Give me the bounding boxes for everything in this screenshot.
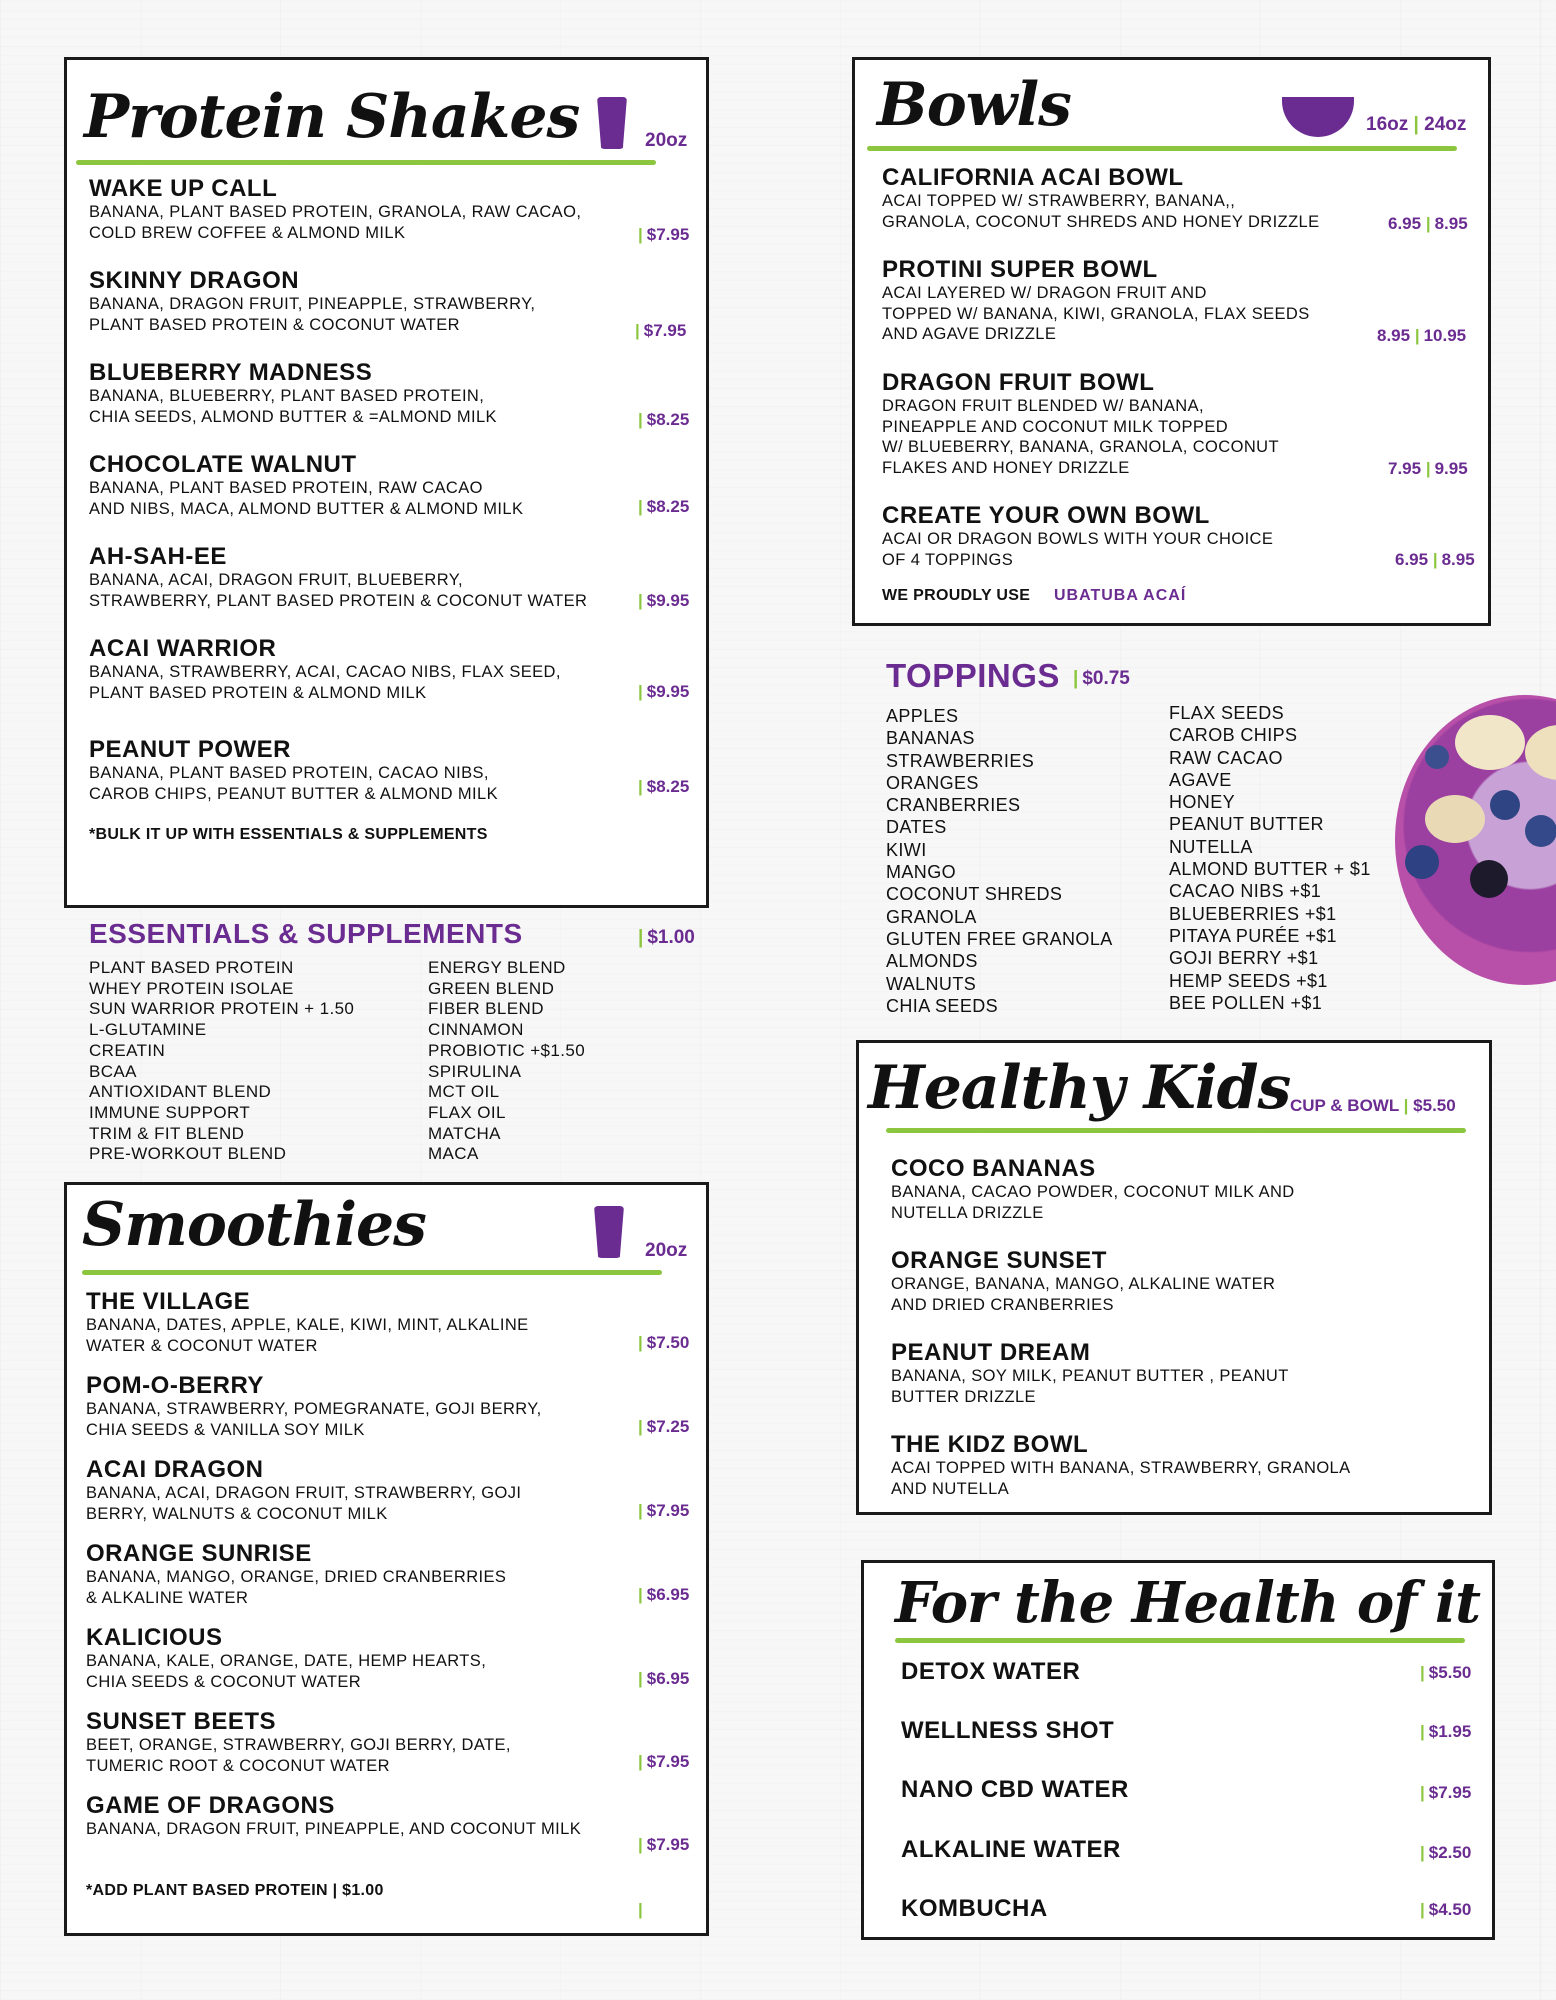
topping-item: ORANGES: [886, 772, 979, 793]
topping-item: CRANBERRIES: [886, 795, 1021, 816]
item-price: | $9.95: [638, 591, 690, 610]
proudly-use-note: WE PROUDLY USE: [882, 587, 1031, 604]
essential-item: BCAA: [89, 1061, 137, 1081]
item-name: CALIFORNIA ACAI BOWL: [882, 164, 1184, 191]
topping-item: FLAX SEEDS: [1169, 703, 1285, 723]
item-name: WAKE UP CALL: [89, 175, 278, 202]
topping-item: BEE POLLEN +$1: [1169, 992, 1323, 1013]
toppings-col-1: [886, 705, 1113, 1017]
item-price: | $5.50: [1420, 1663, 1472, 1682]
item-desc: BANANA, SOY MILK, PEANUT BUTTER , PEANUT BUTTER DRIZZLE: [891, 1367, 1289, 1406]
essential-item: PRE-WORKOUT BLEND: [89, 1144, 287, 1164]
menu-item: [89, 737, 498, 804]
item-name: SUNSET BEETS: [86, 1708, 277, 1735]
item-name: AH-SAH-EE: [89, 543, 227, 570]
essential-item: CINNAMON: [428, 1020, 524, 1040]
topping-item: RAW CACAO: [1169, 747, 1283, 768]
green-underline: [886, 1128, 1466, 1133]
item-desc: BANANA, KALE, ORANGE, DATE, HEMP HEARTS, CHIA SEEDS & COCONUT WATER: [86, 1652, 487, 1691]
item-price: | $8.25: [638, 777, 690, 796]
healthy-kids-title: Healthy Kids: [868, 1053, 1291, 1123]
item-price: 6.95 | 8.95: [1388, 214, 1468, 233]
banana-slice: [1455, 715, 1525, 770]
item-desc: DRAGON FRUIT BLENDED W/ BANANA, PINEAPPLE AND COCONUT MILK TOPPED W/ BLUEBERRY, BANANA, GRANOLA, COCONUT FLAKES AND HONEY DRIZZLE: [882, 397, 1279, 477]
essential-item: WHEY PROTEIN ISOLAE: [89, 978, 294, 998]
menu-item: [89, 544, 587, 611]
menu-item: [882, 165, 1320, 232]
essentials-col-1: [89, 958, 354, 1165]
blueberry: [1425, 745, 1449, 769]
toppings-col-2: [1169, 702, 1371, 1014]
acai-bowl-photo: [1395, 695, 1556, 985]
item-name: ORANGE SUNRISE: [86, 1540, 312, 1567]
item-desc: ACAI LAYERED W/ DRAGON FRUIT AND TOPPED W/ BANANA, KIWI, GRANOLA, FLAX SEEDS AND AGAVE DRIZZLE: [882, 284, 1310, 343]
essential-item: L-GLUTAMINE: [89, 1020, 207, 1040]
essentials-title: ESSENTIALS & SUPPLEMENTS: [89, 918, 523, 949]
item-price: 7.95 | 9.95: [1388, 459, 1468, 478]
topping-item: COCONUT SHREDS: [886, 884, 1063, 905]
menu-item: [891, 1156, 1295, 1223]
essential-item: TRIM & FIT BLEND: [89, 1123, 245, 1143]
item-name: THE VILLAGE: [86, 1288, 251, 1315]
item-name: KALICIOUS: [86, 1624, 223, 1651]
menu-item: [89, 636, 561, 703]
topping-item: ALMONDS: [886, 951, 978, 972]
protein-size: 20oz: [645, 130, 688, 151]
menu-item: [86, 1793, 581, 1840]
item-price: | $7.95: [638, 1752, 690, 1771]
kids-size: CUP & BOWL | $5.50: [1290, 1096, 1456, 1115]
menu-item: [86, 1457, 521, 1524]
essential-item: SUN WARRIOR PROTEIN + 1.50: [89, 999, 355, 1019]
topping-item: STRAWBERRIES: [886, 750, 1035, 771]
item-desc: ACAI TOPPED WITH BANANA, STRAWBERRY, GRANOLA AND NUTELLA: [891, 1459, 1351, 1498]
item-name: GAME OF DRAGONS: [86, 1792, 335, 1819]
smoothies-title: Smoothies: [82, 1190, 426, 1260]
item-price: | $9.95: [638, 682, 690, 701]
bowls-title: Bowls: [877, 70, 1071, 140]
item-desc: BANANA, PLANT BASED PROTEIN, CACAO NIBS, CAROB CHIPS, PEANUT BUTTER & ALMOND MILK: [89, 764, 499, 803]
essentials-price: | $1.00: [638, 927, 695, 948]
item-price: | $7.95: [638, 1501, 690, 1520]
item-price: | $7.50: [638, 1333, 690, 1352]
item-name: PEANUT POWER: [89, 736, 292, 763]
menu-item: [882, 503, 1273, 570]
item-price: 6.95 | 8.95: [1395, 550, 1475, 569]
item-name: ACAI DRAGON: [86, 1456, 264, 1483]
banana-slice: [1425, 795, 1485, 843]
item-name: PROTINI SUPER BOWL: [882, 256, 1158, 283]
menu-item: [89, 176, 581, 243]
drink-item: DETOX WATER: [901, 1658, 1081, 1685]
menu-item: [89, 360, 497, 427]
green-underline: [82, 1270, 662, 1275]
essential-item: FLAX OIL: [428, 1102, 506, 1122]
menu-item: [891, 1432, 1351, 1499]
item-name: POM-O-BERRY: [86, 1372, 264, 1399]
item-desc: BANANA, CACAO POWDER, COCONUT MILK AND NUTELLA DRIZZLE: [891, 1183, 1295, 1222]
menu-item: [86, 1541, 506, 1608]
item-name: SKINNY DRAGON: [89, 267, 300, 294]
topping-item: HEMP SEEDS +$1: [1169, 970, 1328, 991]
topping-item: APPLES: [886, 706, 959, 726]
topping-item: ALMOND BUTTER + $1: [1169, 859, 1371, 880]
bulk-note: *BULK IT UP WITH ESSENTIALS & SUPPLEMENTS: [89, 826, 488, 843]
item-name: CREATE YOUR OWN BOWL: [882, 502, 1210, 529]
menu-item: [89, 268, 535, 335]
essential-item: MACA: [428, 1144, 479, 1164]
green-underline: [76, 160, 656, 165]
item-desc: BANANA, PLANT BASED PROTEIN, RAW CACAO AND NIBS, MACA, ALMOND BUTTER & ALMOND MILK: [89, 479, 524, 518]
item-price: 8.95 | 10.95: [1377, 326, 1467, 345]
add-protein-note: *ADD PLANT BASED PROTEIN | $1.00: [86, 1882, 384, 1899]
blackberry: [1470, 860, 1508, 898]
blueberry: [1525, 815, 1556, 847]
topping-item: AGAVE: [1169, 769, 1232, 790]
topping-item: GLUTEN FREE GRANOLA: [886, 928, 1113, 949]
topping-item: HONEY: [1169, 792, 1236, 813]
essential-item: MATCHA: [428, 1123, 501, 1143]
item-desc: BANANA, ACAI, DRAGON FRUIT, BLUEBERRY, STRAWBERRY, PLANT BASED PROTEIN & COCONUT WATER: [89, 571, 588, 610]
item-name: BLUEBERRY MADNESS: [89, 359, 373, 386]
item-price: | $6.95: [638, 1585, 690, 1604]
item-name: COCO BANANAS: [891, 1155, 1096, 1182]
item-price: | $7.95: [638, 1835, 690, 1854]
item-desc: BANANA, DRAGON FRUIT, PINEAPPLE, STRAWBERRY, PLANT BASED PROTEIN & COCONUT WATER: [89, 295, 536, 334]
topping-item: NUTELLA: [1169, 836, 1253, 857]
menu-item: [86, 1625, 486, 1692]
drink-item: WELLNESS SHOT: [901, 1717, 1115, 1744]
topping-item: PEANUT BUTTER: [1169, 814, 1324, 835]
menu-item: [89, 452, 523, 519]
essential-item: PROBIOTIC +$1.50: [428, 1040, 586, 1060]
menu-item: [86, 1373, 542, 1440]
item-price: | $8.25: [638, 497, 690, 516]
item-desc: BANANA, STRAWBERRY, POMEGRANATE, GOJI BERRY, CHIA SEEDS & VANILLA SOY MILK: [86, 1400, 542, 1439]
ubatuba-brand: UBATUBA ACAÍ: [1054, 587, 1187, 604]
item-price: | $6.95: [638, 1669, 690, 1688]
cup-icon: [594, 1206, 624, 1258]
essential-item: ANTIOXIDANT BLEND: [89, 1082, 272, 1102]
item-desc: ACAI OR DRAGON BOWLS WITH YOUR CHOICE OF 4 TOPPINGS: [882, 530, 1274, 569]
item-price: | $2.50: [1420, 1843, 1472, 1862]
essential-item: FIBER BLEND: [428, 999, 544, 1019]
item-desc: ORANGE, BANANA, MANGO, ALKALINE WATER AND DRIED CRANBERRIES: [891, 1275, 1276, 1314]
item-desc: BANANA, PLANT BASED PROTEIN, GRANOLA, RAW CACAO, COLD BREW COFFEE & ALMOND MILK: [89, 203, 582, 242]
item-price: | $8.25: [638, 410, 690, 429]
essential-item: GREEN BLEND: [428, 978, 555, 998]
menu-item: [891, 1340, 1289, 1407]
cup-icon: [597, 97, 627, 149]
item-name: ACAI WARRIOR: [89, 635, 277, 662]
bowls-sizes: 16oz | 24oz: [1366, 114, 1467, 135]
topping-item: DATES: [886, 817, 947, 838]
smoothies-size: 20oz: [645, 1240, 688, 1261]
item-name: DRAGON FRUIT BOWL: [882, 369, 1155, 396]
essentials-col-2: [428, 958, 585, 1165]
topping-item: WALNUTS: [886, 973, 977, 994]
item-name: THE KIDZ BOWL: [891, 1431, 1089, 1458]
item-price: | $7.95: [638, 225, 690, 244]
drink-item: ALKALINE WATER: [901, 1836, 1121, 1863]
essential-item: CREATIN: [89, 1040, 166, 1060]
item-price: | $1.95: [1420, 1722, 1472, 1741]
item-price: | $7.25: [638, 1417, 690, 1436]
topping-item: CHIA SEEDS: [886, 995, 999, 1016]
topping-item: BLUEBERRIES +$1: [1169, 903, 1337, 924]
topping-item: PITAYA PURÉE +$1: [1169, 925, 1337, 946]
item-price: | $7.95: [1420, 1783, 1472, 1802]
item-desc: BANANA, DRAGON FRUIT, PINEAPPLE, AND COCONUT MILK: [86, 1820, 582, 1838]
item-name: ORANGE SUNSET: [891, 1247, 1107, 1274]
item-name: CHOCOLATE WALNUT: [89, 451, 357, 478]
menu-item: [882, 370, 1279, 478]
toppings-price: | $0.75: [1073, 668, 1130, 689]
topping-item: CACAO NIBS +$1: [1169, 881, 1322, 902]
item-desc: BANANA, DATES, APPLE, KALE, KIWI, MINT, ALKALINE WATER & COCONUT WATER: [86, 1316, 529, 1355]
drink-item: KOMBUCHA: [901, 1895, 1048, 1922]
item-desc: BANANA, STRAWBERRY, ACAI, CACAO NIBS, FLAX SEED, PLANT BASED PROTEIN & ALMOND MILK: [89, 663, 561, 702]
health-title: For the Health of it: [895, 1570, 1481, 1636]
menu-item: [86, 1289, 529, 1356]
item-price: | $4.50: [1420, 1900, 1472, 1919]
item-desc: BEET, ORANGE, STRAWBERRY, GOJI BERRY, DATE, TUMERIC ROOT & COCONUT WATER: [86, 1736, 511, 1775]
menu-item: [86, 1709, 511, 1776]
item-name: PEANUT DREAM: [891, 1339, 1091, 1366]
topping-item: GRANOLA: [886, 906, 977, 927]
item-desc: BANANA, BLUEBERRY, PLANT BASED PROTEIN, CHIA SEEDS, ALMOND BUTTER & =ALMOND MILK: [89, 387, 497, 426]
essential-item: ENERGY BLEND: [428, 958, 566, 977]
essential-item: IMMUNE SUPPORT: [89, 1102, 251, 1122]
topping-item: BANANAS: [886, 728, 975, 749]
drink-item: NANO CBD WATER: [901, 1776, 1129, 1803]
item-desc: BANANA, MANGO, ORANGE, DRIED CRANBERRIES & ALKALINE WATER: [86, 1568, 507, 1607]
topping-item: GOJI BERRY +$1: [1169, 948, 1319, 969]
menu-item: [891, 1248, 1275, 1315]
toppings-title: TOPPINGS: [886, 657, 1060, 694]
essential-item: SPIRULINA: [428, 1061, 522, 1081]
topping-item: MANGO: [886, 862, 957, 883]
topping-item: CAROB CHIPS: [1169, 725, 1298, 746]
essential-item: MCT OIL: [428, 1082, 500, 1102]
protein-shakes-title: Protein Shakes: [84, 82, 580, 152]
blueberry: [1405, 845, 1439, 879]
divider-bar: |: [638, 1900, 643, 1919]
topping-item: KIWI: [886, 839, 927, 860]
item-desc: ACAI TOPPED W/ STRAWBERRY, BANANA,, GRANOLA, COCONUT SHREDS AND HONEY DRIZZLE: [882, 192, 1320, 231]
item-desc: BANANA, ACAI, DRAGON FRUIT, STRAWBERRY, GOJI BERRY, WALNUTS & COCONUT MILK: [86, 1484, 522, 1523]
menu-item: [882, 257, 1310, 345]
essential-item: PLANT BASED PROTEIN: [89, 958, 294, 977]
green-underline: [895, 1638, 1465, 1643]
item-price: | $7.95: [635, 321, 687, 340]
green-underline: [867, 146, 1457, 151]
blueberry: [1490, 790, 1520, 820]
banana-slice: [1525, 725, 1556, 780]
